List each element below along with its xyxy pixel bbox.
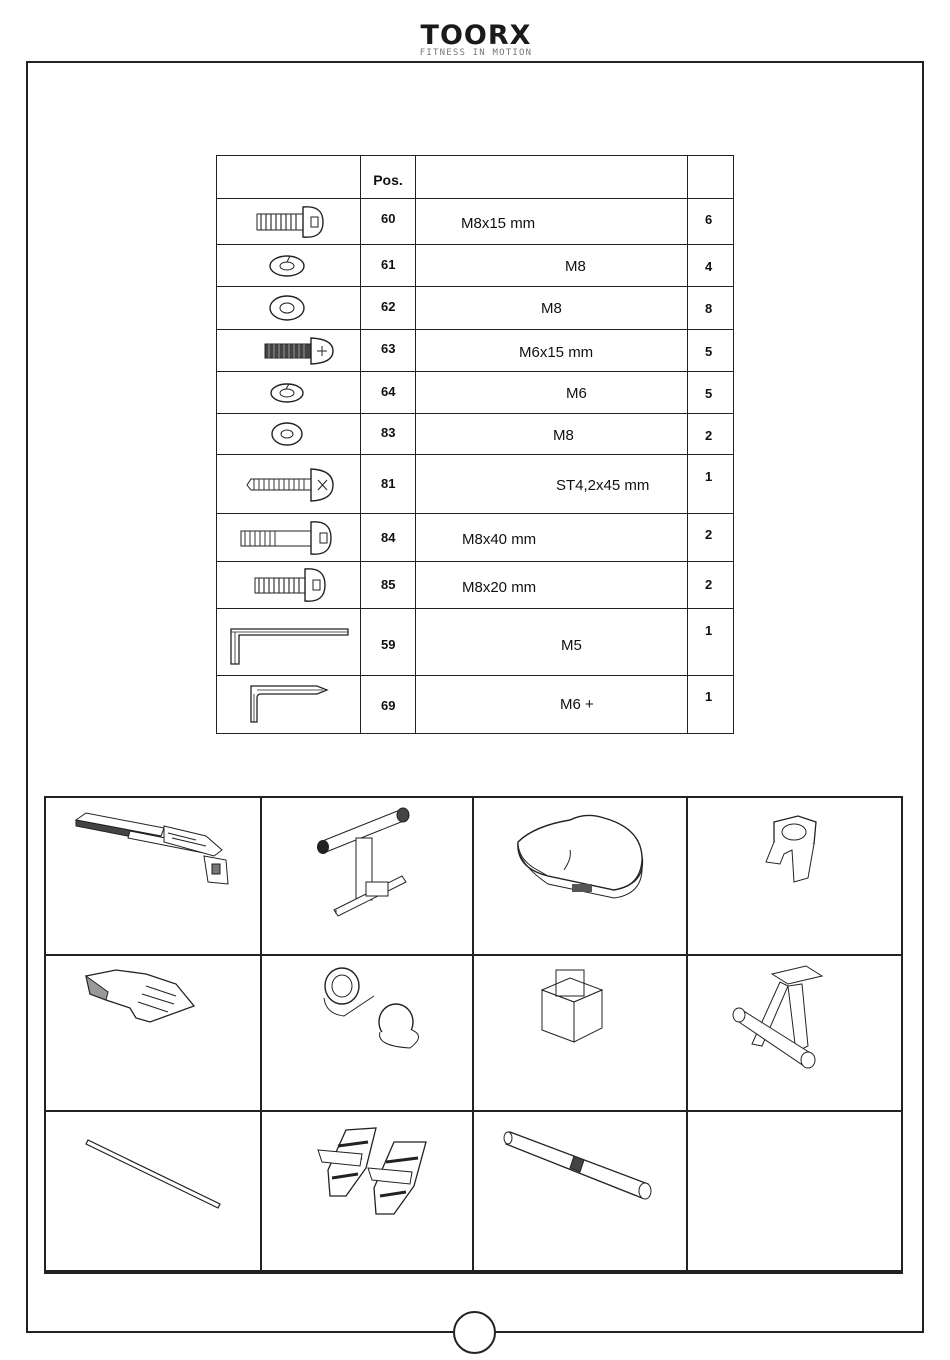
pos-number: 81 — [381, 476, 396, 491]
part-description: M6 — [566, 385, 587, 402]
pos-number: 63 — [381, 341, 396, 356]
pos-number: 60 — [381, 211, 396, 226]
pos-number: 84 — [381, 530, 396, 545]
table-row — [217, 514, 734, 562]
pos-number: 64 — [381, 384, 396, 399]
part-description: M8x40 mm — [462, 531, 537, 548]
part-quantity: 8 — [705, 301, 713, 316]
part-image-cell — [217, 199, 361, 245]
part-cell — [46, 956, 262, 1112]
header-qty-cell — [688, 156, 734, 199]
frame-cover-icon — [46, 956, 260, 1110]
part-cell — [262, 1112, 474, 1272]
table-row — [217, 199, 734, 245]
part-quantity: 6 — [705, 212, 713, 227]
handle-bar-icon — [474, 1112, 686, 1270]
rear-support-icon — [688, 956, 901, 1110]
front-stabilizer-tube-icon — [262, 798, 472, 954]
pos-number: 83 — [381, 425, 396, 440]
part-description: ST4,2x45 mm — [556, 477, 650, 494]
part-description: M6 + — [560, 696, 594, 713]
part-description: M6x15 mm — [519, 344, 594, 361]
part-cell — [474, 956, 688, 1112]
part-quantity: 2 — [705, 527, 713, 542]
part-quantity: 1 — [705, 689, 713, 704]
part-cell — [46, 1112, 262, 1272]
part-quantity: 1 — [705, 623, 713, 638]
brand-logo — [400, 22, 552, 58]
pos-number: 59 — [381, 637, 396, 652]
part-description: M5 — [561, 637, 582, 654]
foam-roller-icon — [262, 956, 472, 1110]
pos-number: 85 — [381, 577, 396, 592]
phillips-screw-icon — [217, 330, 360, 372]
foot-pedals-icon — [262, 1112, 472, 1270]
hex-socket-bolt-icon — [217, 199, 360, 245]
part-cell — [474, 798, 688, 956]
pos-number: 69 — [381, 698, 396, 713]
pos-number: 61 — [381, 257, 396, 272]
table-row — [217, 245, 734, 287]
header-pos-cell: Pos. — [361, 156, 416, 199]
empty-cell — [688, 1112, 903, 1272]
pos-number: 62 — [381, 299, 396, 314]
spring-washer-icon — [217, 372, 360, 414]
header-image-cell — [217, 156, 361, 199]
header-desc-cell — [416, 156, 688, 199]
parts-grid — [44, 796, 903, 1274]
part-description: M8 — [541, 300, 562, 317]
table-row — [217, 330, 734, 372]
part-quantity: 1 — [705, 469, 713, 484]
table-row — [217, 372, 734, 414]
table-row — [217, 414, 734, 455]
bracket-cover-icon — [688, 798, 901, 954]
part-description: M8x15 mm — [461, 215, 536, 232]
page-number — [453, 1311, 496, 1354]
table-row — [217, 676, 734, 734]
part-quantity: 5 — [705, 386, 713, 401]
hex-socket-bolt-icon — [217, 562, 360, 609]
part-cell — [688, 956, 903, 1112]
part-cell — [688, 798, 903, 956]
spring-washer-icon — [217, 245, 360, 287]
logo-text: TOORX — [420, 20, 532, 51]
part-quantity: 2 — [705, 577, 713, 592]
table-row — [217, 455, 734, 514]
axle-rod-icon — [46, 1112, 260, 1270]
table-header-row — [217, 156, 734, 199]
part-cell — [262, 956, 474, 1112]
part-cell — [262, 798, 474, 956]
sleeve-cover-icon — [474, 956, 686, 1110]
logo-tagline: FITNESS IN MOTION — [419, 48, 533, 58]
main-frame-rail-icon — [46, 798, 260, 954]
table-row — [217, 562, 734, 609]
part-cell — [474, 1112, 688, 1272]
part-quantity: 4 — [705, 259, 713, 274]
hex-socket-bolt-long-icon — [217, 514, 360, 562]
part-cell — [46, 798, 262, 956]
table-row — [217, 287, 734, 330]
flat-washer-icon — [217, 287, 360, 330]
part-description: M8 — [565, 258, 586, 275]
part-description: M8x20 mm — [462, 579, 537, 596]
table-row — [217, 609, 734, 676]
flat-washer-icon — [217, 414, 360, 455]
allen-key-screwdriver-icon — [217, 676, 360, 734]
self-tapping-screw-icon — [217, 455, 360, 514]
hardware-table — [216, 155, 734, 734]
part-quantity: 5 — [705, 344, 713, 359]
allen-key-icon — [217, 609, 360, 676]
seat-cushion-icon — [474, 798, 686, 954]
part-description: M8 — [553, 427, 574, 444]
part-quantity: 2 — [705, 428, 713, 443]
